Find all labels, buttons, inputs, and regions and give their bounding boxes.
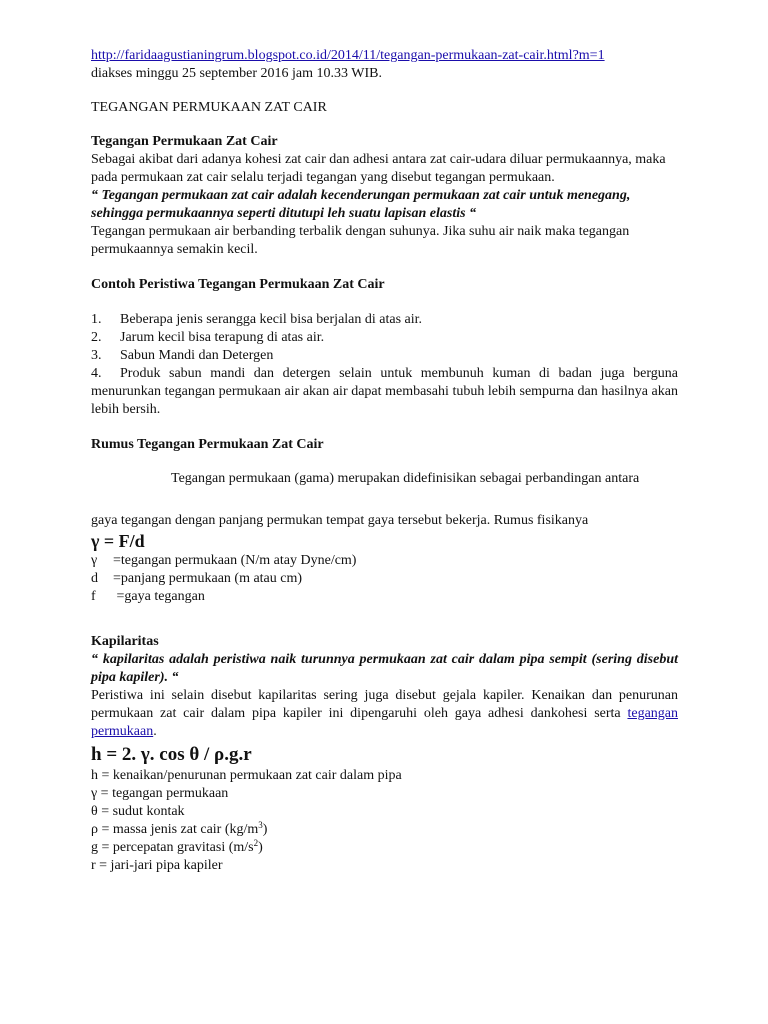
examples-list	[91, 311, 678, 419]
document-title: TEGANGAN PERMUKAAN ZAT CAIR	[91, 100, 327, 115]
variable-symbol: f	[91, 589, 96, 604]
surface-tension-link[interactable]: tegangan permukaan	[91, 706, 678, 739]
definition-g-text: g = percepatan gravitasi (m/s	[91, 840, 254, 855]
variable-description: =tegangan permukaan (N/m atay Dyne/cm)	[113, 553, 357, 568]
definition-g	[91, 839, 678, 857]
surface-tension-paragraph: Sebagai akibat dari adanya kohesi zat cair dan adhesi antara zat cair-udara diluar permukaannya, maka pada permukaan zat cair selalu terjadi tegangan yang disebut tegangan permukaan.	[91, 152, 666, 185]
variable-row	[91, 570, 678, 588]
list-item-number: 1.	[91, 312, 102, 327]
source-link[interactable]: http://faridaagustianingrum.blogspot.co.id/2014/11/tegangan-permukaan-zat-cair.html?m=1	[91, 48, 605, 63]
list-item-number: 2.	[91, 330, 102, 345]
capillarity-text: Peristiwa ini selain disebut kapilaritas sering juga disebut gejala kapiler. Kenaikan dan penurunan permukaan zat cair dalam pipa kapiler ini dipengaruhi oleh gaya adhesi dankohesi serta	[91, 688, 678, 721]
variable-description: =gaya tegangan	[113, 589, 205, 604]
definition-r: r = jari-jari pipa kapiler	[91, 858, 223, 873]
formula-intro: Tegangan permukaan (gama) merupakan didefinisikan sebagai perbandingan antara	[171, 471, 640, 486]
section-heading-formula: Rumus Tegangan Permukaan Zat Cair	[91, 437, 324, 452]
formula-variables	[91, 552, 678, 606]
temperature-paragraph: Tegangan permukaan air berbanding terbalik dengan suhunya. Jika suhu air naik maka tegangan permukaannya semakin kecil.	[91, 224, 630, 257]
section-heading-examples: Contoh Peristiwa Tegangan Permukaan Zat Cair	[91, 277, 385, 292]
document-content	[91, 47, 678, 875]
definition-theta: θ = sudut kontak	[91, 804, 185, 819]
capillarity-definitions	[91, 767, 678, 875]
access-note: diakses minggu 25 september 2016 jam 10.33 WIB.	[91, 66, 382, 81]
capillarity-paragraph	[91, 687, 678, 741]
definition-gamma: γ = tegangan permukaan	[91, 786, 229, 801]
list-item-text: Beberapa jenis serangga kecil bisa berjalan di atas air.	[120, 312, 423, 327]
definition-h: h = kenaikan/penurunan permukaan zat cair dalam pipa	[91, 768, 402, 783]
capillarity-definition-quote: “ kapilaritas adalah peristiwa naik turunnya permukaan zat cair dalam pipa sempit (sering disebut pipa kapiler). “	[91, 652, 678, 685]
definition-rho-text: ρ = massa jenis zat cair (kg/m	[91, 822, 259, 837]
variable-description: =panjang permukaan (m atau cm)	[113, 571, 303, 586]
list-item-number: 3.	[91, 348, 102, 363]
definition-rho-superscript: 3	[258, 820, 263, 830]
variable-symbol: γ	[91, 553, 98, 568]
list-item-text: Sabun Mandi dan Detergen	[120, 348, 274, 363]
list-item-number: 4.	[91, 366, 102, 381]
definition-rho-close: )	[262, 822, 268, 837]
section-heading-capillarity: Kapilaritas	[91, 634, 159, 649]
variable-row	[91, 552, 678, 570]
list-item	[91, 365, 678, 419]
capillarity-text-end: .	[153, 724, 157, 739]
list-item	[91, 311, 678, 329]
definition-g-close: )	[258, 840, 263, 855]
variable-symbol: d	[91, 571, 98, 586]
section-heading-surface-tension: Tegangan Permukaan Zat Cair	[91, 134, 278, 149]
list-item-text: Jarum kecil bisa terapung di atas air.	[120, 330, 325, 345]
definition-g-superscript: 2	[253, 838, 259, 848]
surface-tension-formula: γ = F/d	[91, 531, 145, 551]
list-item-text: Produk sabun mandi dan detergen selain untuk membunuh kuman di badan juga berguna menurunkan tegangan permukaan air akan air dapat membasahi tubuh lebih sempurna dan hasilnya akan lebih bersih.	[91, 366, 678, 417]
definition-rho	[91, 821, 678, 839]
list-item	[91, 329, 678, 347]
surface-tension-definition-quote: “ Tegangan permukaan zat cair adalah kecenderungan permukaan zat cair untuk menegang, sehingga permukaannya seperti ditutupi leh suatu lapisan elastis “	[91, 188, 631, 221]
list-item	[91, 347, 678, 365]
capillarity-formula: h = 2. γ. cos θ / ρ.g.r	[91, 744, 252, 765]
variable-row	[91, 588, 678, 606]
formula-intro-continued: gaya tegangan dengan panjang permukan tempat gaya tersebut bekerja. Rumus fisikanya	[91, 513, 589, 528]
